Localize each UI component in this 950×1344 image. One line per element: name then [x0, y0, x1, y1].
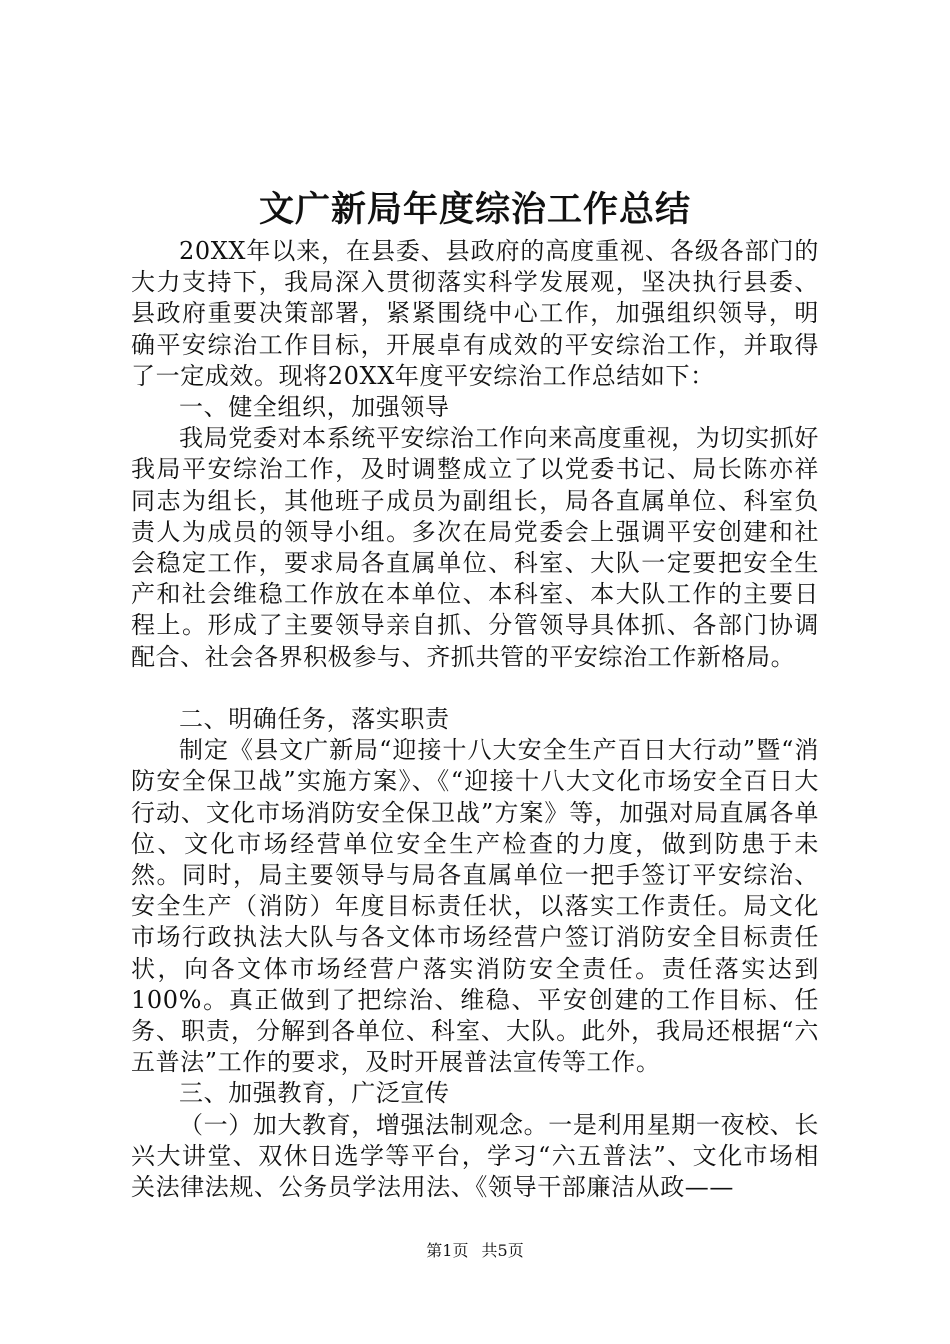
section-heading-2: 二、明确任务，落实职责	[179, 705, 450, 734]
document-body	[131, 236, 819, 1203]
page-number: 第1页	[426, 1241, 469, 1260]
section-3-paragraph: （一）加大教育，增强法制观念。一是利用星期一夜校、长兴大讲堂、双休日选学等平台，学习“六五普法”、文化市场相关法律法规、公务员学法用法、《领导干部廉洁从政——	[131, 1110, 819, 1202]
section-heading-3: 三、加强教育，广泛宣传	[179, 1079, 450, 1108]
section-2-paragraph: 制定《县文广新局“迎接十八大安全生产百日大行动”暨“消防安全保卫战”实施方案》、《“迎接十八大文化市场安全百日大行动、文化市场消防安全保卫战”方案》等，加强对局直属各单位、文化市场经营单位安全生产检查的力度，做到防患于未然。同时，局主要领导与局各直属单位一把手签订平安综治、安全生产（消防）年度目标责任状，以落实工作责任。局文化市场行政执法大队与各文体市场经营户签订消防安全目标责任状，向各文体市场经营户落实消防安全责任。责任落实达到100%。真正做到了把综治、维稳、平安创建的工作目标、任务、职责，分解到各单位、科室、大队。此外，我局还根据“六五普法”工作的要求，及时开展普法宣传等工作。	[131, 736, 819, 1077]
intro-paragraph: 20XX年以来，在县委、县政府的高度重视、各级各部门的大力支持下，我局深入贯彻落实科学发展观，坚决执行县委、县政府重要决策部署，紧紧围绕中心工作，加强组织领导，明确平安综治工作目标，开展卓有成效的平安综治工作，并取得了一定成效。现将20XX年度平安综治工作总结如下：	[131, 237, 819, 390]
document-title: 文广新局年度综治工作总结	[258, 189, 691, 230]
page-footer	[0, 1241, 950, 1261]
page-total: 共5页	[481, 1241, 524, 1260]
section-1-paragraph: 我局党委对本系统平安综治工作向来高度重视，为切实抓好我局平安综治工作，及时调整成立了以党委书记、局长陈亦祥同志为组长，其他班子成员为副组长，局各直属单位、科室负责人为成员的领导小组。多次在局党委会上强调平安创建和社会稳定工作，要求局各直属单位、科室、大队一定要把安全生产和社会维稳工作放在本单位、本科室、本大队工作的主要日程上。形成了主要领导亲自抓、分管领导具体抓、各部门协调配合、社会各界积极参与、齐抓共管的平安综治工作新格局。	[131, 424, 819, 671]
section-heading-1: 一、健全组织，加强领导	[179, 393, 450, 422]
